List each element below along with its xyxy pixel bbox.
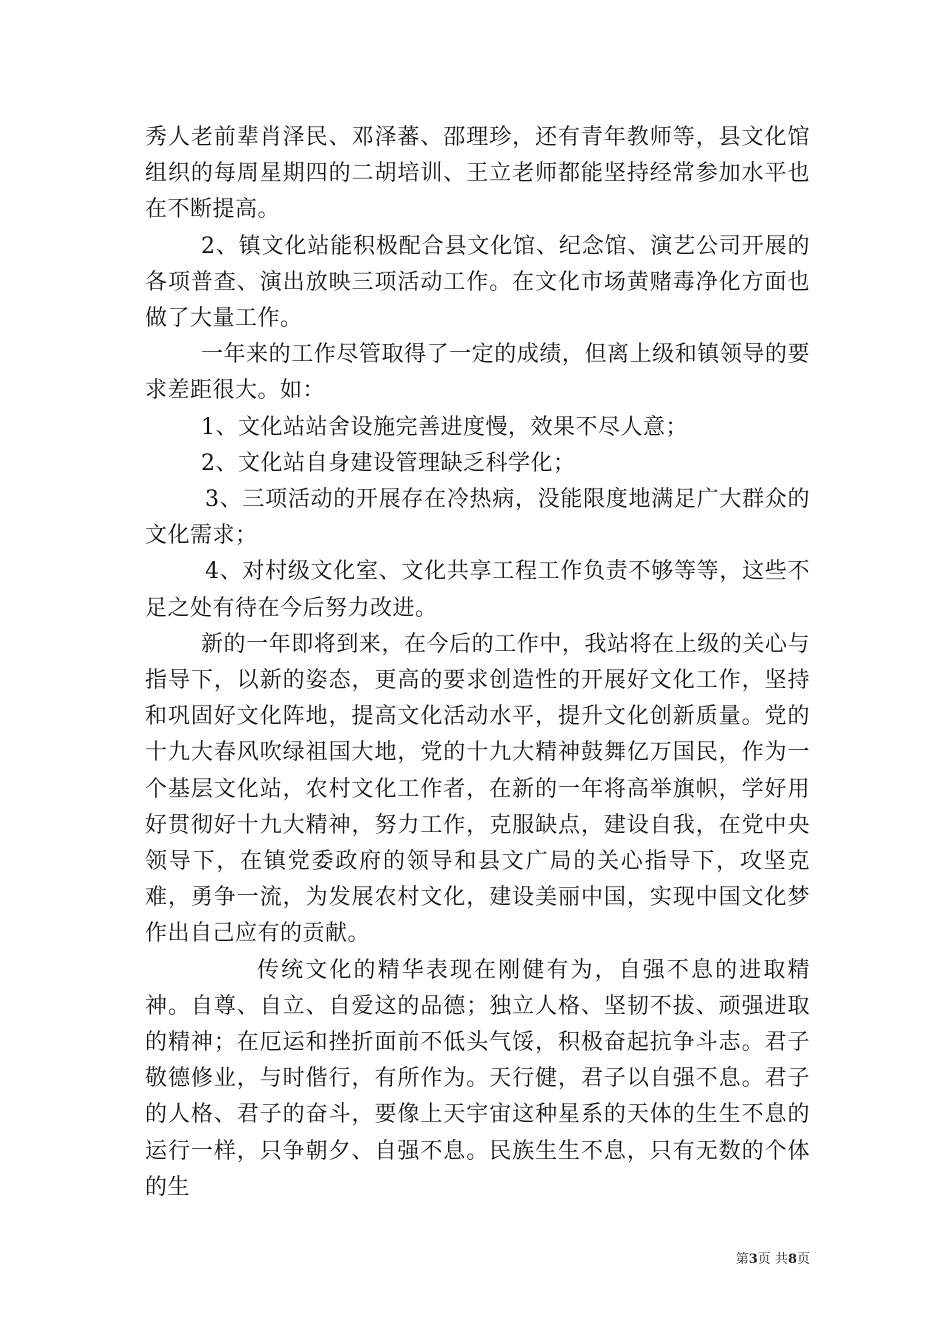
footer-suffix: 页: [796, 1252, 810, 1267]
paragraph-item-2: 2、镇文化站能积极配合县文化馆、纪念馆、演艺公司开展的各项普查、演出放映三项活动工作。在文化市场黄赌毒净化方面也做了大量工作。: [145, 233, 810, 332]
document-body: [145, 120, 810, 1206]
total-page-count: 8: [787, 1252, 797, 1267]
page-number-footer: [660, 1248, 810, 1267]
paragraph-shortcoming-2: 2、文化站自身建设管理缺乏科学化；: [201, 450, 576, 476]
paragraph-shortcoming-1: 1、文化站站舍设施完善进度慢，效果不尽人意；: [201, 414, 688, 440]
footer-prefix: 第: [735, 1252, 749, 1267]
paragraph-traditional-culture: 传统文化的精华表现在刚健有为，自强不息的进取精神。自尊、自立、自爱这的品德；独立人格、坚韧不拔、顽强进取的精神；在厄运和挫折面前不低头气馁，积极奋起抗争斗志。君子敬德修业，与时偕行，有所作为。天行健，君子以自强不息。君子的人格、君子的奋斗，要像上天宇宙这种星系的天体的生生不息的运行一样，只争朝夕、自强不息。民族生生不息，只有无数的个体的生: [145, 957, 810, 1200]
paragraph-shortcomings-intro: 一年来的工作尽管取得了一定的成绩，但离上级和镇领导的要求差距很大。如：: [145, 342, 810, 404]
current-page-number: 3: [748, 1252, 758, 1267]
paragraph-shortcoming-4: 4、对村级文化室、文化共享工程工作负责不够等等，这些不足之处有待在今后努力改进。: [145, 559, 810, 621]
paragraph-continuation: 秀人老前辈肖泽民、邓泽蕃、邵理珍，还有青年教师等，县文化馆组织的每周星期四的二胡培训、王立老师都能坚持经常参加水平也在不断提高。: [145, 125, 810, 223]
footer-middle: 页 共: [757, 1252, 788, 1267]
paragraph-shortcoming-3: 3、三项活动的开展存在冷热病，没能限度地满足广大群众的文化需求；: [145, 487, 810, 549]
paragraph-new-year-outlook: 新的一年即将到来，在今后的工作中，我站将在上级的关心与指导下，以新的姿态，更高的要求创造性的开展好文化工作，坚持和巩固好文化阵地，提高文化活动水平，提升文化创新质量。党的十九大春风吹绿祖国大地，党的十九大精神鼓舞亿万国民，作为一个基层文化站，农村文化工作者，在新的一年将高举旗帜，学好用好贯彻好十九大精神，努力工作，克服缺点，建设自我，在党中央领导下，在镇党委政府的领导和县文广局的关心指导下，攻坚克难，勇争一流，为发展农村文化，建设美丽中国，实现中国文化梦作出自己应有的贡献。: [145, 631, 810, 947]
